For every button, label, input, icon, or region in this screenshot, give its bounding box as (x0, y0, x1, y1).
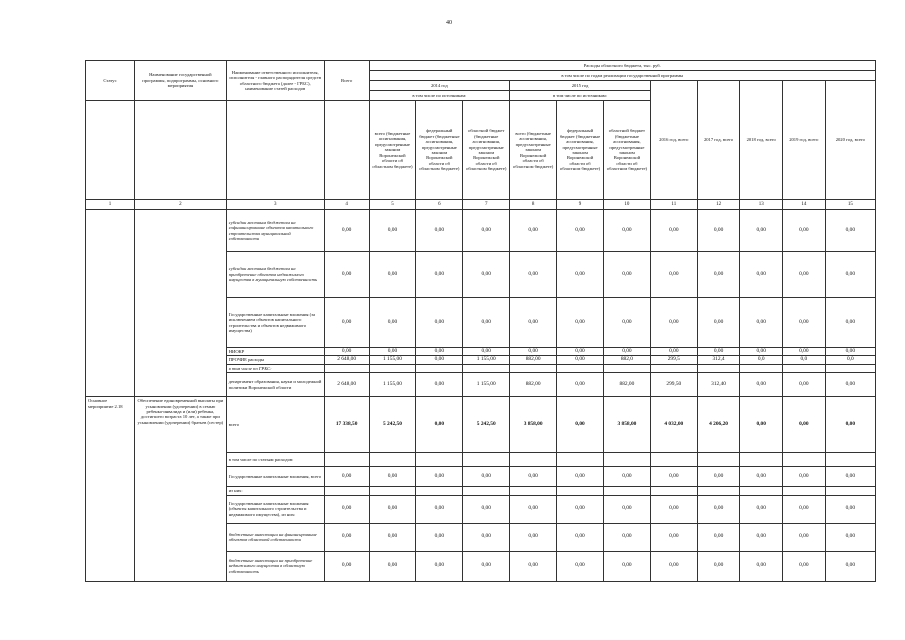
row-value: 0,00 (369, 523, 416, 551)
table-body (86, 210, 876, 582)
row-value: 0,00 (783, 210, 826, 252)
row-value: 0,00 (740, 397, 783, 453)
row-value: 0,00 (697, 467, 740, 487)
row-value (510, 487, 557, 495)
row-value: 0,00 (557, 495, 604, 523)
row-label: всего (226, 397, 324, 453)
row-value: 0,00 (825, 348, 875, 356)
row-value (697, 487, 740, 495)
header-2014-federal: федеральный бюджет (бюджетные ассигнования, предусмотренные законом Воронежской области об областном бюджете) (416, 101, 463, 200)
header-2020: 2020 год, всего (825, 81, 875, 200)
row-value: 0,00 (603, 523, 650, 551)
column-number: 6 (416, 200, 463, 210)
row-label: бюджетные инвестиции на приобретение недвижимого имущества в областную собственность (226, 551, 324, 581)
row-value: 17 338,50 (324, 397, 369, 453)
row-value: 0,00 (557, 523, 604, 551)
row-value (783, 487, 826, 495)
row-value (324, 487, 369, 495)
row-value (369, 487, 416, 495)
row-value (783, 364, 826, 372)
row-value: 0,00 (825, 397, 875, 453)
row-value (416, 487, 463, 495)
row-value: 0,00 (510, 298, 557, 348)
row-value (650, 364, 697, 372)
row-value: 0,00 (510, 495, 557, 523)
header-2016: 2016 год, всего (650, 81, 697, 200)
header-sources-2014: в том числе по источникам: (369, 91, 510, 101)
row-value (603, 487, 650, 495)
row-value: 0,00 (557, 551, 604, 581)
row-value: 0,00 (463, 495, 510, 523)
row-value: 0,00 (783, 551, 826, 581)
header-2015-total: всего (бюджетные ассигнования, предусмотренные законом Воронежской области об областном бюджете) (510, 101, 557, 200)
header-executor: Наименование ответственного исполнителя, исполнителя - главного распорядителя средств областного бюджета (далее - ГРБС), наименование статей расходов (226, 61, 324, 101)
row-value: 882,00 (603, 373, 650, 397)
row-value: 0,00 (557, 356, 604, 364)
header-2019: 2019 год, всего (783, 81, 826, 200)
row-value: 0,00 (324, 467, 369, 487)
row-value: 0,00 (416, 467, 463, 487)
row-value: 0,00 (416, 252, 463, 298)
row-value: 0,00 (510, 348, 557, 356)
row-value: 0,00 (603, 551, 650, 581)
row-value: 0,00 (740, 495, 783, 523)
column-number: 5 (369, 200, 416, 210)
row-value: 0,00 (416, 523, 463, 551)
row-value: 0,00 (825, 252, 875, 298)
row-value: 0,0 (740, 356, 783, 364)
row-value: 0,00 (463, 298, 510, 348)
row-value: 0,00 (369, 252, 416, 298)
row-value: 0,00 (557, 252, 604, 298)
row-value: 0,00 (557, 348, 604, 356)
header-2017: 2017 год, всего (697, 81, 740, 200)
header-2018: 2018 год, всего (740, 81, 783, 200)
row-value: 0,00 (825, 495, 875, 523)
row-value: 0,00 (783, 373, 826, 397)
table-row (86, 210, 876, 252)
header-program-name: Наименование государственной программы, подпрограммы, основного мероприятия (135, 61, 227, 101)
row-value: 0,00 (650, 252, 697, 298)
row-value: 0,0 (783, 356, 826, 364)
header-total: Всего (324, 61, 369, 101)
row-value: 0,00 (697, 551, 740, 581)
row-value: 0,00 (324, 210, 369, 252)
row-label: департамент образования, науки и молодежной политики Воронежской области (226, 373, 324, 397)
row-value: 4 032,00 (650, 397, 697, 453)
row-value: 1 155,00 (369, 356, 416, 364)
column-number: 11 (650, 200, 697, 210)
row-label: Государственные капитальные вложения, всего (226, 467, 324, 487)
row-value (324, 364, 369, 372)
row-value: 3 858,00 (603, 397, 650, 453)
row-value: 0,00 (324, 495, 369, 523)
row-value: 0,00 (825, 551, 875, 581)
row-value (603, 364, 650, 372)
row-value: 0,00 (783, 495, 826, 523)
row-value: 0,00 (603, 252, 650, 298)
row-value (650, 453, 697, 467)
row-value: 0,00 (825, 210, 875, 252)
row-value: 0,00 (416, 210, 463, 252)
row-value: 0,00 (557, 397, 604, 453)
row-label: в том числе по статьям расходов: (226, 453, 324, 467)
row-value (463, 364, 510, 372)
row-value: 0,00 (603, 495, 650, 523)
header-group-subtitle: в том числе по годам реализации государственной программы (369, 71, 875, 81)
row-value: 0,00 (650, 495, 697, 523)
header-2014-total: всего (бюджетные ассигнования, предусмотренные законом Воронежской области об областном бюджете) (369, 101, 416, 200)
row-value: 0,00 (650, 551, 697, 581)
row-value: 0,00 (740, 467, 783, 487)
row-value: 0,00 (416, 356, 463, 364)
header-group-title: Расходы областного бюджета, тыс. руб. (369, 61, 875, 71)
row-value (324, 453, 369, 467)
row-value (416, 453, 463, 467)
row-value: 0,00 (783, 397, 826, 453)
row-value: 0,00 (324, 252, 369, 298)
row-value: 0,00 (463, 348, 510, 356)
row-value: 0,00 (369, 348, 416, 356)
row-value (463, 487, 510, 495)
header-year-2015: 2015 год (510, 81, 651, 91)
row-value: 0,00 (650, 523, 697, 551)
row-value: 0,00 (603, 210, 650, 252)
row-value: 0,00 (740, 523, 783, 551)
column-number: 3 (226, 200, 324, 210)
row-value: 1 155,00 (369, 373, 416, 397)
row-value: 0,00 (740, 551, 783, 581)
row-value: 0,00 (510, 210, 557, 252)
row-value: 0,00 (463, 210, 510, 252)
row-value: 0,00 (510, 523, 557, 551)
row-value (369, 364, 416, 372)
row-value (557, 364, 604, 372)
header-2015-federal: федеральный бюджет (бюджетные ассигнования, предусмотренные законом Воронежской области об областном бюджете) (557, 101, 604, 200)
row-value: 0,00 (740, 298, 783, 348)
row-label: субсидии местным бюджетам на софинансирование объектов капитального строительства муниципальной собственности (226, 210, 324, 252)
row-value: 0,00 (463, 467, 510, 487)
row-value (825, 453, 875, 467)
row-value: 0,00 (369, 495, 416, 523)
row-value: 0,00 (463, 551, 510, 581)
column-number: 2 (135, 200, 227, 210)
row-value: 0,00 (740, 252, 783, 298)
row-value: 0,00 (697, 298, 740, 348)
row-value (463, 453, 510, 467)
row-value (557, 453, 604, 467)
column-number: 12 (697, 200, 740, 210)
header-sources-2015: в том числе по источникам: (510, 91, 651, 101)
row-value: 299,50 (650, 373, 697, 397)
column-number: 4 (324, 200, 369, 210)
row-value: 0,00 (324, 551, 369, 581)
column-numbers-row (86, 200, 876, 210)
column-number: 15 (825, 200, 875, 210)
column-number: 8 (510, 200, 557, 210)
row-value: 0,00 (416, 373, 463, 397)
row-value: 0,00 (369, 210, 416, 252)
row-value: 0,00 (416, 495, 463, 523)
row-program-name (135, 210, 227, 397)
row-value: 0,00 (369, 467, 416, 487)
row-status (86, 210, 135, 397)
row-value (416, 364, 463, 372)
row-value: 312,4 (697, 356, 740, 364)
row-label: Государственные капитальные вложения (за исключением объектов капитального строительства и объектов недвижимого имущества) (226, 298, 324, 348)
row-label: из них: (226, 487, 324, 495)
row-value (825, 364, 875, 372)
header-status: Статус (86, 61, 135, 101)
row-value (697, 453, 740, 467)
column-number: 10 (603, 200, 650, 210)
row-value (650, 487, 697, 495)
row-value: 0,00 (697, 348, 740, 356)
row-value: 0,00 (603, 348, 650, 356)
row-value: 882,00 (510, 373, 557, 397)
row-value: 0,00 (825, 298, 875, 348)
row-value: 0,00 (825, 523, 875, 551)
row-value: 0,00 (369, 551, 416, 581)
row-label: субсидии местным бюджетам на приобретение объектов недвижимого имущества в муниципальную собственность (226, 252, 324, 298)
row-value: 0,00 (825, 467, 875, 487)
row-value (697, 364, 740, 372)
row-value: 0,00 (557, 467, 604, 487)
row-value: 0,00 (557, 373, 604, 397)
column-number: 1 (86, 200, 135, 210)
row-value: 0,00 (557, 298, 604, 348)
row-value: 0,00 (740, 373, 783, 397)
column-number: 9 (557, 200, 604, 210)
row-value: 0,00 (324, 523, 369, 551)
row-value: 0,00 (416, 298, 463, 348)
row-value (557, 487, 604, 495)
row-value: 882,0 (603, 356, 650, 364)
row-value: 5 242,50 (463, 397, 510, 453)
row-label: НИОКР (226, 348, 324, 356)
row-value: 0,00 (650, 348, 697, 356)
table-row (86, 397, 876, 453)
row-value: 0,00 (650, 210, 697, 252)
row-value: 299,5 (650, 356, 697, 364)
budget-table (85, 60, 876, 582)
row-value (510, 453, 557, 467)
row-value: 882,00 (510, 356, 557, 364)
row-value: 0,00 (463, 523, 510, 551)
row-value (783, 453, 826, 467)
row-label: бюджетные инвестиции на финансирование объектов областной собственности (226, 523, 324, 551)
header-2015-regional: областной бюджет (бюджетные ассигнования, предусмотренные законом Воронежской области об областном бюджете) (603, 101, 650, 200)
row-value: 0,00 (783, 252, 826, 298)
row-value (825, 487, 875, 495)
row-value: 0,00 (603, 298, 650, 348)
row-value: 0,00 (324, 298, 369, 348)
row-value: 0,00 (650, 467, 697, 487)
row-value: 2 648,00 (324, 356, 369, 364)
row-value: 5 242,50 (369, 397, 416, 453)
row-value: 0,00 (697, 210, 740, 252)
row-value: 0,00 (697, 523, 740, 551)
row-value: 0,00 (783, 348, 826, 356)
row-status: Основное мероприятие 2.18 (86, 397, 135, 581)
row-value: 0,00 (557, 210, 604, 252)
row-value: 0,00 (740, 348, 783, 356)
row-value (740, 364, 783, 372)
row-value: 0,00 (416, 348, 463, 356)
row-value: 0,00 (650, 298, 697, 348)
column-number: 13 (740, 200, 783, 210)
row-value: 0,0 (825, 356, 875, 364)
row-value: 0,00 (740, 210, 783, 252)
row-label: Государственные капитальные вложения (объекты капитального строительства и недвижимого имущества), из них: (226, 495, 324, 523)
row-value: 0,00 (783, 298, 826, 348)
row-value: 0,00 (825, 373, 875, 397)
row-value: 0,00 (697, 252, 740, 298)
row-value: 0,00 (603, 467, 650, 487)
row-label: ПРОЧИЕ расходы (226, 356, 324, 364)
row-value: 2 648,00 (324, 373, 369, 397)
row-value: 1 155,00 (463, 356, 510, 364)
row-value: 0,00 (783, 467, 826, 487)
header-year-2014: 2014 год (369, 81, 510, 91)
row-value: 0,00 (783, 523, 826, 551)
column-number: 14 (783, 200, 826, 210)
row-value (369, 453, 416, 467)
row-value (510, 364, 557, 372)
row-value: 0,00 (416, 397, 463, 453)
row-program-name: Обеспечение единовременной выплаты при усыновлении (удочерении) в семью ребенка-инвалида и (или) ребенка, достигшего возраста 10 лет, а также при усыновлении (удочерении) братьев (сестер) (135, 397, 227, 581)
row-value (740, 453, 783, 467)
row-value (603, 453, 650, 467)
row-value: 0,00 (510, 467, 557, 487)
row-value: 0,00 (510, 551, 557, 581)
row-value: 4 206,20 (697, 397, 740, 453)
column-number: 7 (463, 200, 510, 210)
row-value: 0,00 (510, 252, 557, 298)
row-value: 0,00 (324, 348, 369, 356)
header-2014-regional: областной бюджет (бюджетные ассигнования, предусмотренные законом Воронежской области об областном бюджете) (463, 101, 510, 200)
row-value: 0,00 (369, 298, 416, 348)
row-label: в том числе по ГРБС: (226, 364, 324, 372)
row-value: 0,00 (697, 495, 740, 523)
row-value: 0,00 (416, 551, 463, 581)
row-value: 1 155,00 (463, 373, 510, 397)
row-value: 0,00 (463, 252, 510, 298)
page-number: 40 (446, 20, 452, 26)
row-value: 3 858,00 (510, 397, 557, 453)
row-value (740, 487, 783, 495)
row-value: 312,40 (697, 373, 740, 397)
